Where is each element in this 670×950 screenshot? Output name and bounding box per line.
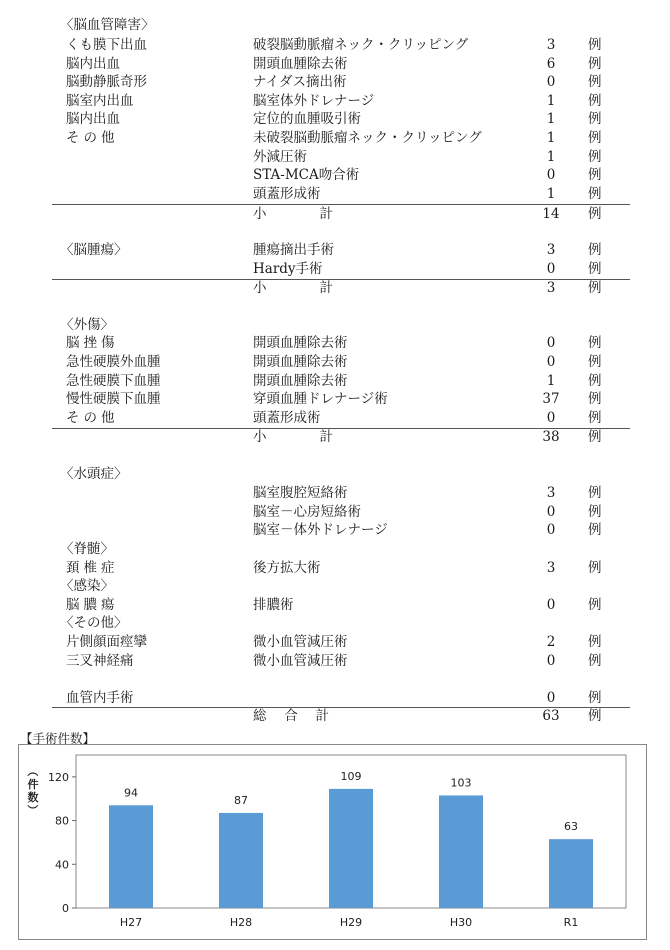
procedure-name: 開頭血腫除去術 — [253, 335, 348, 351]
procedure-name: 破裂脳動脈瘤ネック・クリッピング — [253, 37, 469, 53]
y-tick-label: 120 — [48, 770, 69, 784]
section-other-heading-row — [0, 614, 670, 633]
category-label: 脳室内出血 — [66, 93, 134, 109]
bar — [329, 789, 373, 908]
procedure-name: 開頭血腫除去術 — [253, 373, 348, 389]
case-unit: 例 — [588, 391, 602, 407]
case-unit: 例 — [588, 93, 602, 109]
category-label: 頚椎症 — [66, 560, 119, 576]
case-count: 2 — [546, 634, 556, 650]
category-label: 脳挫傷 — [66, 335, 119, 351]
data-label: 103 — [450, 776, 472, 790]
case-unit: 例 — [588, 354, 602, 370]
case-unit: 例 — [588, 186, 602, 202]
case-unit: 例 — [588, 597, 602, 613]
case-unit: 例 — [588, 522, 602, 538]
procedure-name: Hardy手術 — [253, 261, 323, 277]
case-count: 1 — [546, 111, 556, 127]
section-trauma-heading-row — [0, 316, 670, 335]
case-count: 0 — [546, 335, 556, 351]
category-label: 慢性硬膜下血腫 — [66, 391, 161, 407]
category-label: 急性硬膜下血腫 — [66, 373, 161, 389]
case-count: 0 — [546, 410, 556, 426]
y-tick-label: 0 — [62, 902, 69, 915]
section-heading: 〈脳血管障害〉 — [60, 17, 155, 33]
section-hydrocephalus-heading-row — [0, 465, 670, 484]
subtotal-count: 3 — [546, 280, 556, 296]
category-label: その他 — [66, 130, 119, 146]
y-axis-label-char: 数 — [27, 791, 39, 804]
total-label-a: 総 — [253, 708, 267, 724]
category-label: 脳内出血 — [66, 111, 120, 127]
case-count: 1 — [546, 130, 556, 146]
case-unit: 例 — [588, 167, 602, 183]
table-row — [0, 409, 670, 428]
table-row — [0, 521, 670, 540]
section-heading: 〈脳腫瘍〉 — [60, 242, 128, 258]
bar — [549, 839, 593, 908]
y-axis-label — [26, 766, 39, 816]
case-count: 0 — [546, 522, 556, 538]
table-row — [0, 55, 670, 74]
procedure-name: 脳室体外ドレナージ — [253, 93, 375, 109]
procedure-name: 脳室－体外ドレナージ — [253, 522, 388, 538]
procedure-name: 開頭血腫除去術 — [253, 56, 348, 72]
x-tick-label: H28 — [229, 916, 253, 929]
case-count: 0 — [546, 653, 556, 669]
bar-chart — [19, 745, 646, 939]
table-row — [0, 596, 670, 615]
procedure-name: 未破裂脳動脈瘤ネック・クリッピング — [253, 130, 482, 146]
subtotal-label-a: 小 — [253, 429, 267, 445]
case-unit: 例 — [588, 242, 602, 258]
bar — [439, 795, 483, 908]
case-count: 37 — [542, 391, 560, 407]
case-count: 3 — [546, 485, 556, 501]
data-label: 94 — [124, 786, 138, 800]
subtotal-row — [0, 205, 670, 224]
procedure-name: 開頭血腫除去術 — [253, 354, 348, 370]
y-axis-label-char: （ — [26, 765, 39, 777]
case-count: 0 — [546, 597, 556, 613]
case-count: 0 — [546, 167, 556, 183]
procedure-name: 微小血管減圧術 — [253, 634, 348, 650]
category-label: くも膜下出血 — [66, 37, 147, 53]
chart-frame — [18, 744, 647, 940]
case-unit: 例 — [588, 206, 602, 222]
total-label-c: 計 — [315, 708, 329, 724]
x-tick-label: H30 — [449, 916, 473, 929]
table-row — [0, 503, 670, 522]
case-count: 1 — [546, 186, 556, 202]
section-infection-heading-row — [0, 577, 670, 596]
data-label: 63 — [564, 820, 578, 834]
section-heading: 〈感染〉 — [60, 578, 114, 594]
section-heading: 〈その他〉 — [60, 615, 128, 631]
table-row — [0, 484, 670, 503]
case-unit: 例 — [588, 335, 602, 351]
case-unit: 例 — [588, 74, 602, 90]
procedure-name: STA-MCA吻合術 — [253, 167, 360, 183]
procedure-name: 定位的血腫吸引術 — [253, 111, 361, 127]
data-label: 109 — [340, 769, 362, 783]
case-count: 0 — [546, 74, 556, 90]
procedure-name: 外減圧術 — [253, 149, 307, 165]
table-row — [0, 92, 670, 111]
table-row — [0, 241, 670, 260]
case-unit: 例 — [588, 653, 602, 669]
category-label: 片側顔面痙攣 — [66, 634, 147, 650]
case-count: 1 — [546, 149, 556, 165]
case-unit: 例 — [588, 429, 602, 445]
case-count: 3 — [546, 242, 556, 258]
section-heading: 〈脊髄〉 — [60, 541, 114, 557]
case-count: 3 — [546, 560, 556, 576]
category-label: 三叉神経痛 — [66, 653, 134, 669]
table-row — [0, 185, 670, 204]
category-label: 血管内手術 — [66, 690, 134, 706]
x-tick-label: H27 — [119, 916, 143, 929]
case-unit: 例 — [588, 130, 602, 146]
table-row — [0, 372, 670, 391]
procedure-name: 頭蓋形成術 — [253, 410, 321, 426]
data-label: 87 — [234, 793, 248, 807]
case-count: 0 — [546, 354, 556, 370]
procedure-name: 排膿術 — [253, 597, 294, 613]
table-row — [0, 390, 670, 409]
y-tick-label: 40 — [55, 858, 69, 872]
case-unit: 例 — [588, 111, 602, 127]
case-unit: 例 — [588, 634, 602, 650]
case-unit: 例 — [588, 37, 602, 53]
procedure-name: 穿頭血腫ドレナージ術 — [253, 391, 388, 407]
table-row — [0, 260, 670, 279]
procedure-name: 脳室腹腔短絡術 — [253, 485, 348, 501]
case-count: 0 — [546, 504, 556, 520]
table-row — [0, 689, 670, 708]
subtotal-row — [0, 279, 670, 298]
subtotal-label-b: 計 — [319, 280, 333, 296]
section-heading: 〈外傷〉 — [60, 317, 114, 333]
subtotal-row — [0, 428, 670, 447]
category-label: 脳動静脈奇形 — [66, 74, 147, 90]
table-row — [0, 73, 670, 92]
x-tick-label: H29 — [339, 916, 363, 929]
subtotal-count: 38 — [542, 429, 560, 445]
case-unit: 例 — [588, 149, 602, 165]
table-row — [0, 129, 670, 148]
subtotal-label-a: 小 — [253, 206, 267, 222]
section-spine-heading-row — [0, 540, 670, 559]
table-row — [0, 110, 670, 129]
subtotal-label — [253, 428, 333, 447]
category-label: 脳膿瘍 — [66, 597, 119, 613]
bar — [219, 813, 263, 908]
case-unit: 例 — [588, 560, 602, 576]
case-unit: 例 — [588, 280, 602, 296]
case-unit: 例 — [588, 708, 602, 724]
table-row — [0, 36, 670, 55]
table-row — [0, 166, 670, 185]
case-count: 0 — [546, 261, 556, 277]
case-count: 1 — [546, 93, 556, 109]
subtotal-label — [253, 279, 333, 298]
case-count: 6 — [546, 56, 556, 72]
category-label: その他 — [66, 410, 119, 426]
table-row — [0, 148, 670, 167]
table-row — [0, 559, 670, 578]
case-unit: 例 — [588, 504, 602, 520]
total-label-b: 合 — [284, 708, 298, 724]
y-axis-label-char: ） — [26, 804, 39, 816]
subtotal-count: 14 — [542, 206, 560, 222]
total-count: 63 — [542, 708, 560, 724]
subtotal-label-b: 計 — [319, 429, 333, 445]
procedure-name: 微小血管減圧術 — [253, 653, 348, 669]
case-unit: 例 — [588, 485, 602, 501]
procedure-name: 腫瘍摘出手術 — [253, 242, 334, 258]
total-label — [253, 707, 329, 726]
x-tick-label: R1 — [563, 916, 579, 929]
case-unit: 例 — [588, 373, 602, 389]
case-count: 1 — [546, 373, 556, 389]
procedure-name: 頭蓋形成術 — [253, 186, 321, 202]
case-count: 3 — [546, 37, 556, 53]
total-row — [0, 707, 670, 726]
category-label: 脳内出血 — [66, 56, 120, 72]
category-label: 急性硬膜外血腫 — [66, 354, 161, 370]
plot-area — [48, 755, 626, 929]
procedure-name: ナイダス摘出術 — [253, 74, 347, 90]
case-unit: 例 — [588, 690, 602, 706]
subtotal-label-a: 小 — [253, 280, 267, 296]
case-unit: 例 — [588, 261, 602, 277]
procedure-name: 後方拡大術 — [253, 560, 321, 576]
table-row — [0, 353, 670, 372]
table-row — [0, 633, 670, 652]
subtotal-label-b: 計 — [319, 206, 333, 222]
case-count: 0 — [546, 690, 556, 706]
subtotal-label — [253, 205, 333, 224]
case-unit: 例 — [588, 410, 602, 426]
table-row — [0, 652, 670, 671]
procedure-name: 脳室－心房短絡術 — [253, 504, 361, 520]
section-heading: 〈水頭症〉 — [60, 466, 128, 482]
section-vascular-heading-row — [0, 16, 670, 35]
chart-title: 【手術件数】 — [20, 731, 96, 746]
table-row — [0, 334, 670, 353]
bar — [109, 805, 153, 908]
y-tick-label: 80 — [55, 814, 69, 828]
y-axis-label-char: 件 — [27, 778, 39, 791]
case-unit: 例 — [588, 56, 602, 72]
